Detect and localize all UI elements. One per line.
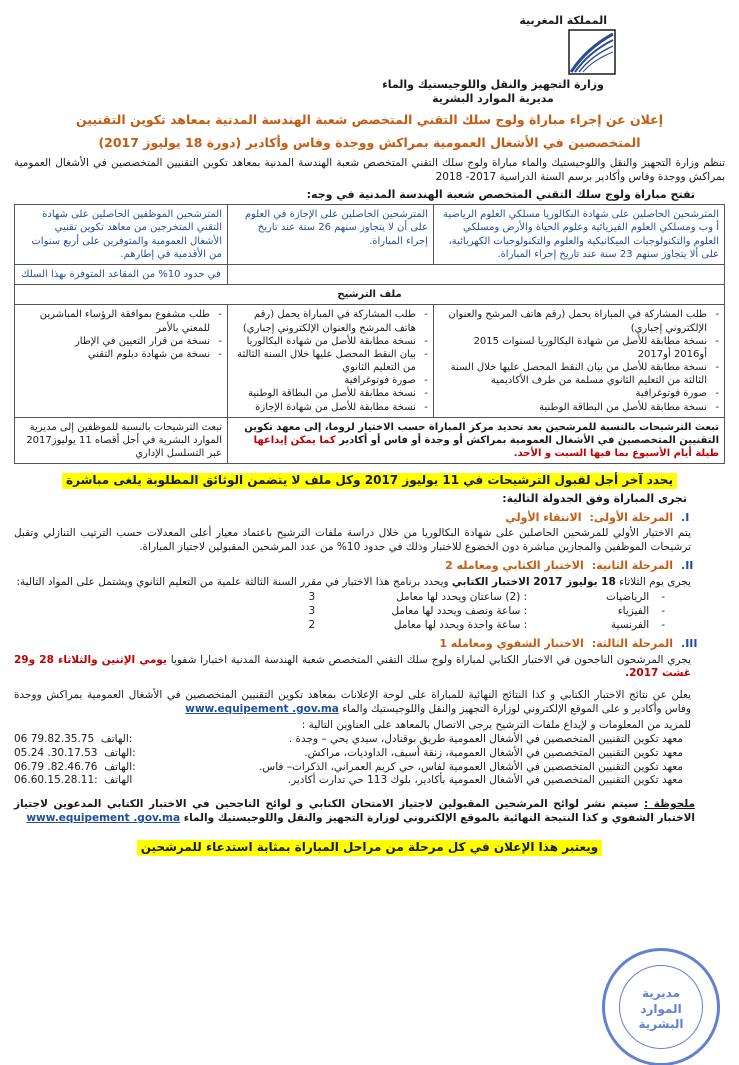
intro-paragraph: تنظم وزارة التجهيز والنقل واللوجيستيك والماء مباراة ولوج سلك التقني المتخصص شعبة الهندسة المدنية بمعاهد تكوين التقنيين المتخصصين في الأشغال العمومية بمراكش ووجدة وفاس وأكادير برسم السنة الدراسية 2017- 2018	[14, 157, 725, 183]
employee-candidates-text: المترشحين الموظفين الحاصلين على شهادة التقني المتخرجين من معاهد تكوين تقنيي الأشغال العمومية والمتوفرين على أربع سنوات من الأقدمية في إطارهم.	[31, 209, 223, 260]
note-text: سيتم نشر لوائح المرشحين المقبولين لاجتياز الامتحان الكتابي و لوائح الناجحين في الاختبار الكتابي المدعوين لاجتياز الاختبار الشفوي و كذا النتيجة النهائية بالموقع الإلكتروني لوزارة التجهيز والنقل واللوجيستيك والماء	[14, 798, 695, 825]
subject-coef: 3	[308, 591, 316, 604]
ministry-block	[373, 78, 613, 106]
deadline-text: يحدد آخر أجل لقبول الترشيحات في 11 يوليوز 2017 وكل ملف لا يتضمن الوثائق المطلوبة يلغى مباشرة	[62, 473, 677, 489]
institute-phone: 05.24 .30.17.53 الهاتف:	[14, 746, 136, 759]
list-item	[14, 733, 725, 747]
stage1-number: I.	[681, 510, 690, 524]
candidates-table	[14, 204, 725, 464]
list-item: - نسخة مطابقة للأصل من البطاقة الوطنية	[439, 401, 719, 414]
list-item: - الفيزياء : ساعة ونصف ويحدد لها معامل 3	[308, 605, 665, 618]
list-item: - الرياضيات : (2) ساعتان ويحدد لها معامل 3	[308, 591, 665, 604]
institute-address: معهد تكوين التقنيين المتخصصين في الأشغال العمومية لفاس، حي كريم العمراني، الذكرات– فاس.	[259, 760, 683, 773]
official-stamp	[602, 948, 720, 1065]
opens-to-heading: تفتح مباراة ولوج سلك التقني المتخصص شعبة الهندسة المدنية في وجه:	[306, 187, 695, 201]
list-item: - طلب مشفوع بموافقة الرؤساء المباشرين للمعني بالأمر	[20, 308, 222, 334]
stage2-name: الاختبار الكتابي ومعامله 2	[445, 559, 584, 573]
stamp-line: مديرية	[641, 986, 681, 1000]
announcement-title-line1: إعلان عن إجراء مباراة ولوج سلك التقني المتخصص شعبة الهندسة المدنية بمعاهد تكوين التقنيين	[76, 112, 663, 127]
letterhead	[14, 6, 725, 110]
announcement-title-line2: المتخصصين في الأشغال العمومية بمراكش ووجدة وفاس وأكادير (دورة 18 يوليوز 2017)	[98, 134, 641, 150]
stage3-heading	[14, 637, 725, 652]
stage3-name: الاختبار الشفوي ومعامله 1	[439, 636, 584, 650]
stamp-line: الموارد	[640, 1001, 682, 1016]
stamp-line: البشرية	[638, 1017, 684, 1032]
stage1-text: يتم الاختيار الأولي للمرشحين الحاصلين على شهادة البكالوريا من خلال دراسة ملفات الترشيح باعتماد معيار أعلى المعدلات حسب الترتيب التنازلي وتقبل ترشيحات الموظفين والمجازين مباشرة دون الخضوع للاختبار وذلك في حدود 10% من عدد المرشحين المقبولين لاجتياز المباراة.	[14, 527, 691, 554]
subject-duration: : ساعة ونصف ويحدد لها معامل	[391, 605, 528, 618]
stage3-text-main: يجري المرشحون الناجحون في الاختبار الكتابي لمباراة ولوج سلك التقني المتخصص شعبة الهندسة المدنية اختبارا شفويا	[170, 653, 691, 666]
stage2-text	[14, 576, 725, 590]
final-notice	[14, 840, 725, 856]
file-list-bac	[433, 305, 724, 418]
list-item: - طلب المشاركة في المباراة يحمل (رقم هاتف المرشح والعنوان الإلكتروني إجباري)	[233, 308, 428, 334]
subject-name: الفرنسية	[610, 619, 650, 632]
ministry-name: وزارة التجهيز والنقل واللوجيستيك والماء	[382, 78, 604, 91]
stage2-text-a: يجرى يوم الثلاثاء	[619, 575, 691, 588]
list-item: - صورة فوتوغرافية	[439, 387, 719, 400]
sending-students-cell	[228, 417, 725, 464]
list-item: - صورة فوتوغرافية	[233, 374, 428, 387]
list-item: - نسخة مطابقة للأصل من بيان النقط المحصل عليها خلال السنة الثالثة من التعليم الثانوي مسلمة من طرف الأكاديمية	[439, 361, 719, 387]
list-item: - بيان النقط المحصل عليها خلال السنة الثالثة من التعليم الثانوي	[233, 348, 428, 374]
more-info: للمزيد من المعلومات و لإيداع ملفات الترشيح يرجى الاتصال بالمعاهد على العناوين التالية :	[301, 718, 691, 731]
list-item	[14, 747, 725, 761]
institutes-list	[14, 733, 725, 788]
quota-cell: في حدود 10% من المقاعد المتوفرة بهذا السلك	[15, 264, 228, 284]
stage1-label: المرحلة الأولى:	[589, 510, 673, 524]
list-item: - الفرنسية : ساعة واحدة ويحدد لها معامل 2	[308, 619, 665, 632]
institute-address: معهد تكوين التقنيين المتخصصين في الأشغال العمومية، زنقة أسيف، الداوديات، مراكش.	[304, 746, 683, 759]
sending-employees-cell: تبعث الترشيحات بالنسبة للموظفين إلى مديرية الموارد البشرية في أجل أقصاه 11 يوليوز2017 عبر التسلسل الإداري	[15, 417, 228, 464]
subjects-list	[14, 591, 725, 633]
subject-duration: : (2) ساعتان ويحدد لها معامل	[396, 591, 528, 604]
results-text: يعلن عن نتائج الاختبار الكتابي و كذا النتائج النهائية للمباراة على لوحة الإعلانات بمعاهد تكوين التقنيين المتخصصين في الأشغال العمومية بمراكش ووجدة وفاس وأكادير و على الموقع الإلكتروني لوزارة التجهيز والنقل واللوجيستيك والماء	[14, 689, 691, 716]
employee-candidates-cell	[15, 205, 228, 265]
list-item: - نسخة مطابقة للأصل من البطاقة الوطنية	[233, 387, 428, 400]
subject-name: الفيزياء	[617, 605, 650, 618]
file-list-employees	[15, 305, 228, 418]
note-website-link[interactable]: www.equipement .gov.ma	[26, 812, 181, 825]
stages-intro: تجرى المباراة وفق الجدولة التالية:	[502, 492, 687, 506]
table-row	[15, 305, 725, 418]
note-paragraph	[14, 798, 725, 826]
file-list-license	[228, 305, 434, 418]
institute-address: معهد تكوين التقنيين المتخصصين في الأشغال العمومية طريق بوقنادل، سيدي يحي – وجدة .	[288, 732, 683, 745]
list-item	[14, 761, 725, 775]
subject-coef: 3	[308, 605, 316, 618]
stage3-dates: يومي الإثنين والثلاثاء 28 و29 غشت 2017.	[14, 653, 691, 680]
stage2-number: II.	[681, 559, 694, 573]
deadline-notice	[14, 473, 725, 489]
list-item: - نسخة من شهادة دبلوم التقني	[20, 348, 222, 361]
note-label: ملحوظة :	[644, 798, 696, 811]
bac-candidates-cell: المترشحين الحاصلين على شهادة البكالوريا مسلكي العلوم الرياضية أ وب ومسلكي العلوم الفيزيائية وعلوم الحياة والأرض ومسلكي العلوم والتكنولوجيات الميكانيكية والعلوم والتكنولوجيات الكهربائية، على ألا يتجاوز سنهم 23 سنة عند تاريخ إجراء المباراة.	[433, 205, 724, 265]
institute-phone: 06.60.15.28.11: الهاتف	[14, 774, 133, 787]
table-row	[15, 285, 725, 305]
sending-students-text: تبعث الترشيحات بالنسبة للمرشحين بعد تحديد مركز المباراة حسب الاختيار لزوما، إلى معهد تكوين التقنيين المتخصصين في الأشغال العمومية بمراكش أو وجدة أو فاس أو أكادير	[244, 421, 719, 447]
table-row	[15, 264, 725, 284]
institute-address: معهد تكوين التقنيين المتخصصين في الأشغال العمومية بأكادير، بلوك 113 حي تدارت أكادير.	[287, 774, 683, 787]
stage3-label: المرحلة الثالثة:	[591, 636, 673, 650]
list-item: - نسخة مطابقة للأصل من شهادة الإجازة	[233, 401, 428, 414]
list-item: - نسخة من قرار التعيين في الإطار	[20, 335, 222, 348]
empty-cell	[228, 264, 725, 284]
stage3-text	[14, 654, 725, 682]
stage1-heading	[14, 511, 725, 526]
kingdom-name: المملكة المغربية	[519, 14, 607, 27]
directorate-name: مديرية الموارد البشرية	[432, 91, 554, 105]
subject-duration: : ساعة واحدة ويحدد لها معامل	[393, 619, 528, 632]
subject-name: الرياضيات	[606, 591, 650, 604]
sending-students-red: كما يمكن إيداعها طيلة أيام الأسبوع بما فيها السبت و الأحد.	[253, 435, 719, 460]
table-row	[15, 417, 725, 464]
table-row	[15, 205, 725, 265]
list-item	[14, 774, 725, 788]
stage2-text-b: ويحدد برنامج هذا الاختبار في مقرر السنة الثالثة علمية من التعليم الثانوي ويشتمل على المواد التالية:	[16, 575, 449, 588]
ministry-logo-icon	[567, 28, 617, 76]
ministry-website-link[interactable]: www.equipement .gov.ma	[185, 703, 339, 716]
list-item: - نسخة مطابقة للأصل من شهادة البكالوريا لسنوات 2015 أو2016 أو2017	[439, 335, 719, 361]
stage1-name: الانتقاء الأولي	[505, 510, 582, 524]
license-candidates-cell: المترشحين الحاصلين على الإجازة في العلوم على أن لا يتجاوز سنهم 26 سنة عند تاريخ إجراء المباراة.	[228, 205, 434, 265]
institute-phone: 06 79.82.35.75 الهاتف:	[14, 732, 133, 745]
list-item: - نسخة مطابقة للأصل من شهادة البكالوريا	[233, 335, 428, 348]
file-heading: ملف الترشيح	[15, 285, 725, 305]
stage3-number: III.	[681, 636, 698, 650]
list-item: - طلب المشاركة في المباراة يحمل (رقم هاتف المرشح والعنوان الإلكتروني إجباري)	[439, 308, 719, 334]
stage2-heading	[14, 559, 725, 574]
final-text: ويعتبر هذا الإعلان في كل مرحلة من مراحل المباراة بمثابة استدعاء للمرشحين	[137, 840, 602, 856]
results-paragraph	[14, 689, 725, 717]
subject-coef: 2	[308, 619, 316, 632]
stage2-date: 18 يوليوز 2017 الاختبار الكتابي	[451, 575, 616, 588]
stage2-label: المرحلة الثانية:	[591, 559, 673, 573]
institute-phone: 06.79 .82.46.76 الهاتف:	[14, 760, 136, 773]
